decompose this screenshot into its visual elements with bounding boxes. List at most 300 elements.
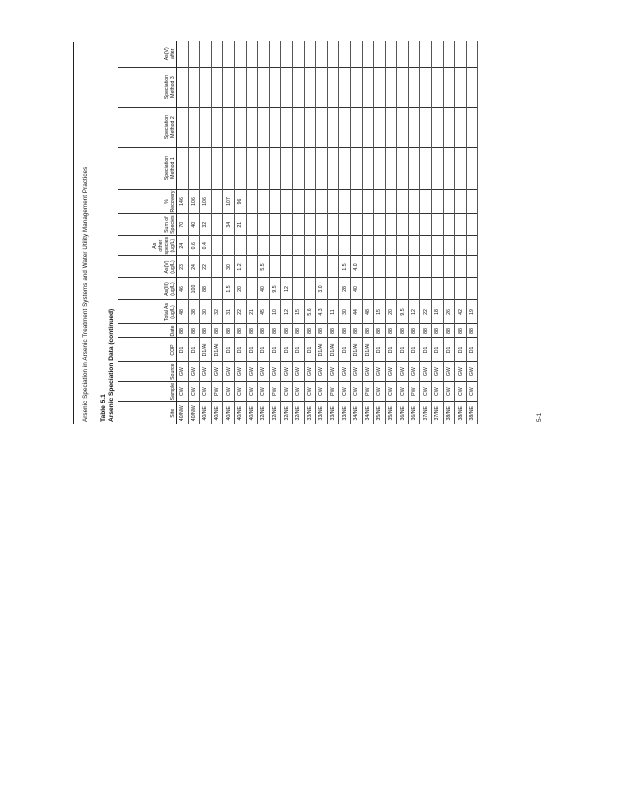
cell-after: [246, 41, 258, 67]
cell-rec: [292, 189, 304, 214]
cell-cop: D1: [397, 338, 409, 362]
table-row: [269, 41, 281, 424]
cell-as5: 30: [223, 256, 235, 278]
cell-rec: [211, 189, 223, 214]
cell-as3: 1.5: [223, 278, 235, 300]
cell-site: 40/NE: [246, 402, 258, 424]
cell-sample: CW: [200, 381, 212, 402]
cell-as3: [408, 278, 420, 300]
cell-species: [420, 235, 432, 256]
header-as5-after: As(V) after: [118, 41, 177, 67]
cell-s3: [211, 67, 223, 107]
cell-as5: [327, 256, 339, 278]
cell-s1: [385, 147, 397, 189]
table-row: [258, 41, 270, 424]
cell-after: [258, 41, 270, 67]
cell-s2: [385, 107, 397, 147]
header-method-2: Speciation Method 2: [118, 107, 177, 147]
cell-total: 38: [188, 300, 200, 324]
cell-cop: D1/Al: [211, 338, 223, 362]
cell-s2: [408, 107, 420, 147]
cell-source: GW: [281, 362, 293, 381]
cell-s2: [292, 107, 304, 147]
cell-cop: D1: [443, 338, 455, 362]
cell-site: 40/NW: [177, 402, 189, 424]
cell-total: 30: [200, 300, 212, 324]
cell-as3: [385, 278, 397, 300]
cell-s3: [432, 67, 444, 107]
cell-s1: [466, 147, 478, 189]
cell-s3: [281, 67, 293, 107]
cell-after: [432, 41, 444, 67]
cell-site: 33/NE: [316, 402, 328, 424]
cell-cop: D1: [258, 338, 270, 362]
cell-rec: [408, 189, 420, 214]
cell-s2: [304, 107, 316, 147]
cell-rec: 106: [188, 189, 200, 214]
cell-site: 40/NE: [223, 402, 235, 424]
cell-site: 40/NE: [200, 402, 212, 424]
cell-species: [292, 235, 304, 256]
cell-sample: CW: [443, 381, 455, 402]
cell-date: 88: [374, 324, 386, 338]
cell-site: 38/NE: [455, 402, 467, 424]
cell-cop: D1: [432, 338, 444, 362]
cell-cop: D1/Al: [316, 338, 328, 362]
cell-sum: [281, 214, 293, 235]
cell-rec: [339, 189, 351, 214]
header-date: Date: [118, 324, 177, 338]
cell-source: GW: [397, 362, 409, 381]
cell-s1: [374, 147, 386, 189]
cell-sample: CW: [246, 381, 258, 402]
cell-sum: [258, 214, 270, 235]
cell-as3: 3.0: [316, 278, 328, 300]
cell-total: 44: [350, 300, 362, 324]
cell-date: 88: [211, 324, 223, 338]
cell-sample: CW: [223, 381, 235, 402]
cell-s1: [327, 147, 339, 189]
cell-after: [420, 41, 432, 67]
cell-cop: D1: [455, 338, 467, 362]
cell-source: GW: [177, 362, 189, 381]
cell-date: 88: [304, 324, 316, 338]
cell-date: 88: [258, 324, 270, 338]
cell-s3: [269, 67, 281, 107]
cell-date: 88: [432, 324, 444, 338]
cell-after: [292, 41, 304, 67]
cell-date: 88: [316, 324, 328, 338]
cell-after: [466, 41, 478, 67]
cell-after: [234, 41, 246, 67]
cell-cop: D1: [234, 338, 246, 362]
table-row: [385, 41, 397, 424]
cell-after: [200, 41, 212, 67]
cell-sample: CW: [258, 381, 270, 402]
cell-s3: [420, 67, 432, 107]
cell-s2: [339, 107, 351, 147]
cell-rec: [350, 189, 362, 214]
cell-species: [397, 235, 409, 256]
cell-cop: D1: [339, 338, 351, 362]
cell-as3: 40: [350, 278, 362, 300]
cell-source: GW: [234, 362, 246, 381]
cell-site: 33/NE: [304, 402, 316, 424]
cell-date: 88: [177, 324, 189, 338]
cell-sum: [269, 214, 281, 235]
cell-as5: [292, 256, 304, 278]
cell-sample: CW: [188, 381, 200, 402]
cell-total: 22: [420, 300, 432, 324]
cell-s1: [281, 147, 293, 189]
cell-as5: [432, 256, 444, 278]
cell-sum: [408, 214, 420, 235]
cell-site: 35/NE: [374, 402, 386, 424]
cell-cop: D1/Al: [362, 338, 374, 362]
cell-s1: [443, 147, 455, 189]
cell-sample: CW: [397, 381, 409, 402]
cell-s2: [223, 107, 235, 147]
cell-rec: [304, 189, 316, 214]
cell-as5: [443, 256, 455, 278]
cell-species: [408, 235, 420, 256]
cell-s1: [223, 147, 235, 189]
cell-source: GW: [304, 362, 316, 381]
cell-rec: [385, 189, 397, 214]
cell-date: 88: [420, 324, 432, 338]
cell-s3: [327, 67, 339, 107]
cell-sample: CW: [177, 381, 189, 402]
cell-source: GW: [432, 362, 444, 381]
table-row: [188, 41, 200, 424]
cell-source: GW: [443, 362, 455, 381]
cell-s3: [362, 67, 374, 107]
cell-species: 0.6: [188, 235, 200, 256]
cell-s3: [466, 67, 478, 107]
cell-site: 38/NE: [443, 402, 455, 424]
cell-source: GW: [374, 362, 386, 381]
cell-site: 37/NE: [420, 402, 432, 424]
cell-cop: D1/Al: [200, 338, 212, 362]
cell-s1: [362, 147, 374, 189]
cell-total: 31: [223, 300, 235, 324]
cell-sum: [420, 214, 432, 235]
cell-as5: 1.2: [234, 256, 246, 278]
cell-rec: [362, 189, 374, 214]
cell-s2: [188, 107, 200, 147]
table-row: [316, 41, 328, 424]
cell-s2: [246, 107, 258, 147]
cell-date: 88: [327, 324, 339, 338]
cell-source: GW: [246, 362, 258, 381]
cell-sum: [397, 214, 409, 235]
table-row: [292, 41, 304, 424]
cell-rec: [269, 189, 281, 214]
cell-source: GW: [362, 362, 374, 381]
cell-s1: [432, 147, 444, 189]
cell-s2: [234, 107, 246, 147]
cell-site: 33/NE: [327, 402, 339, 424]
cell-rec: [443, 189, 455, 214]
table-caption: [100, 222, 116, 422]
cell-date: 88: [362, 324, 374, 338]
cell-sample: CW: [420, 381, 432, 402]
cell-sum: [374, 214, 386, 235]
cell-after: [327, 41, 339, 67]
cell-s3: [234, 67, 246, 107]
cell-total: 32: [211, 300, 223, 324]
cell-sum: [362, 214, 374, 235]
cell-s2: [327, 107, 339, 147]
cell-total: 45: [258, 300, 270, 324]
cell-date: 88: [339, 324, 351, 338]
cell-sample: CW: [281, 381, 293, 402]
cell-s2: [200, 107, 212, 147]
cell-source: GW: [339, 362, 351, 381]
header-rule: [73, 42, 74, 424]
cell-s3: [188, 67, 200, 107]
cell-sum: [316, 214, 328, 235]
cell-rec: [455, 189, 467, 214]
cell-after: [211, 41, 223, 67]
cell-date: 88: [234, 324, 246, 338]
cell-as3: 28: [339, 278, 351, 300]
cell-sum: 40: [188, 214, 200, 235]
cell-after: [374, 41, 386, 67]
cell-s1: [408, 147, 420, 189]
cell-s3: [316, 67, 328, 107]
cell-species: [211, 235, 223, 256]
cell-s1: [316, 147, 328, 189]
cell-as3: 46: [177, 278, 189, 300]
cell-s3: [408, 67, 420, 107]
cell-s3: [292, 67, 304, 107]
cell-s3: [385, 67, 397, 107]
cell-after: [269, 41, 281, 67]
cell-total: 21: [246, 300, 258, 324]
cell-total: 42: [455, 300, 467, 324]
cell-as3: 9.5: [269, 278, 281, 300]
cell-date: 88: [385, 324, 397, 338]
cell-source: GW: [420, 362, 432, 381]
cell-site: 36/NE: [397, 402, 409, 424]
cell-s1: [177, 147, 189, 189]
cell-cop: D1: [466, 338, 478, 362]
header-method-1: Speciation Method 1: [118, 147, 177, 189]
cell-sample: CW: [385, 381, 397, 402]
cell-date: 88: [443, 324, 455, 338]
cell-s2: [258, 107, 270, 147]
table-row: [234, 41, 246, 424]
cell-after: [362, 41, 374, 67]
cell-as3: [327, 278, 339, 300]
cell-cop: D1: [385, 338, 397, 362]
cell-s1: [234, 147, 246, 189]
table-row: [339, 41, 351, 424]
cell-as5: [211, 256, 223, 278]
cell-after: [397, 41, 409, 67]
cell-s1: [258, 147, 270, 189]
cell-cop: D1: [408, 338, 420, 362]
cell-date: 88: [200, 324, 212, 338]
cell-species: [455, 235, 467, 256]
cell-after: [455, 41, 467, 67]
cell-total: 12: [281, 300, 293, 324]
header-source: Source: [118, 362, 177, 381]
cell-cop: D1: [246, 338, 258, 362]
cell-as3: 12: [281, 278, 293, 300]
cell-s2: [281, 107, 293, 147]
cell-site: 40/NE: [211, 402, 223, 424]
table-row: [223, 41, 235, 424]
cell-sample: PW: [211, 381, 223, 402]
cell-as3: [397, 278, 409, 300]
cell-s3: [455, 67, 467, 107]
cell-species: [269, 235, 281, 256]
cell-site: 33/NE: [339, 402, 351, 424]
cell-source: GW: [269, 362, 281, 381]
cell-rec: [397, 189, 409, 214]
cell-sum: 21: [234, 214, 246, 235]
cell-rec: [466, 189, 478, 214]
cell-after: [385, 41, 397, 67]
cell-rec: 106: [200, 189, 212, 214]
cell-as5: 5.5: [258, 256, 270, 278]
cell-total: 19: [466, 300, 478, 324]
cell-total: 15: [374, 300, 386, 324]
cell-as5: [420, 256, 432, 278]
table-row: [327, 41, 339, 424]
cell-as3: [246, 278, 258, 300]
cell-as3: [466, 278, 478, 300]
cell-as3: [211, 278, 223, 300]
cell-rec: [420, 189, 432, 214]
header-cop: COP: [118, 338, 177, 362]
cell-site: 38/NE: [466, 402, 478, 424]
table-row: [420, 41, 432, 424]
cell-rec: [281, 189, 293, 214]
cell-species: [443, 235, 455, 256]
cell-sample: CW: [304, 381, 316, 402]
cell-source: GW: [408, 362, 420, 381]
cell-as3: [443, 278, 455, 300]
cell-total: 4.3: [316, 300, 328, 324]
cell-sample: CW: [292, 381, 304, 402]
cell-rec: 96: [234, 189, 246, 214]
cell-sum: 34: [223, 214, 235, 235]
cell-species: [258, 235, 270, 256]
cell-species: [327, 235, 339, 256]
header-total-as: Total As (ug/L): [118, 300, 177, 324]
table-row: [432, 41, 444, 424]
cell-rec: [258, 189, 270, 214]
cell-s3: [177, 67, 189, 107]
cell-total: 5.6: [304, 300, 316, 324]
cell-cop: D1: [223, 338, 235, 362]
cell-sum: [466, 214, 478, 235]
cell-site: 32/NE: [258, 402, 270, 424]
cell-as5: [269, 256, 281, 278]
cell-as3: [432, 278, 444, 300]
cell-date: 88: [269, 324, 281, 338]
cell-rec: [246, 189, 258, 214]
cell-as5: [455, 256, 467, 278]
cell-as5: [304, 256, 316, 278]
cell-s2: [269, 107, 281, 147]
cell-total: 9.5: [397, 300, 409, 324]
cell-sum: [385, 214, 397, 235]
cell-sum: [350, 214, 362, 235]
header-sample: Sample: [118, 381, 177, 402]
cell-after: [339, 41, 351, 67]
cell-sample: CW: [316, 381, 328, 402]
cell-sum: [455, 214, 467, 235]
cell-species: [339, 235, 351, 256]
cell-date: 88: [281, 324, 293, 338]
cell-source: GW: [223, 362, 235, 381]
cell-species: [374, 235, 386, 256]
cell-after: [188, 41, 200, 67]
cell-s2: [316, 107, 328, 147]
cell-species: 0.4: [200, 235, 212, 256]
table-row: [455, 41, 467, 424]
cell-as5: [246, 256, 258, 278]
cell-total: 20: [385, 300, 397, 324]
cell-date: 88: [292, 324, 304, 338]
cell-site: 32/NE: [292, 402, 304, 424]
cell-s1: [350, 147, 362, 189]
cell-after: [281, 41, 293, 67]
cell-s2: [397, 107, 409, 147]
cell-total: 10: [269, 300, 281, 324]
cell-date: 88: [397, 324, 409, 338]
cell-cop: D1: [188, 338, 200, 362]
cell-total: 48: [362, 300, 374, 324]
cell-sample: CW: [234, 381, 246, 402]
cell-cop: D1: [269, 338, 281, 362]
cell-species: [246, 235, 258, 256]
cell-sum: [246, 214, 258, 235]
cell-species: [234, 235, 246, 256]
cell-s1: [304, 147, 316, 189]
cell-sum: [292, 214, 304, 235]
cell-species: [466, 235, 478, 256]
cell-as3: 100: [188, 278, 200, 300]
cell-date: 88: [350, 324, 362, 338]
cell-rec: [432, 189, 444, 214]
cell-total: 18: [432, 300, 444, 324]
cell-species: [281, 235, 293, 256]
cell-species: [432, 235, 444, 256]
page-number: 5-1: [536, 412, 543, 422]
cell-sample: CW: [432, 381, 444, 402]
cell-source: GW: [350, 362, 362, 381]
cell-total: 15: [292, 300, 304, 324]
cell-as3: [362, 278, 374, 300]
cell-source: GW: [200, 362, 212, 381]
cell-as3: [455, 278, 467, 300]
cell-as3: [292, 278, 304, 300]
table-title: Arsenic Speciation Data (continued): [108, 308, 115, 422]
cell-cop: D1: [177, 338, 189, 362]
cell-total: 11: [327, 300, 339, 324]
cell-species: [316, 235, 328, 256]
cell-cop: D1: [292, 338, 304, 362]
cell-sample: CW: [339, 381, 351, 402]
speciation-table-wrapper: [118, 41, 478, 424]
cell-s2: [420, 107, 432, 147]
cell-s3: [443, 67, 455, 107]
